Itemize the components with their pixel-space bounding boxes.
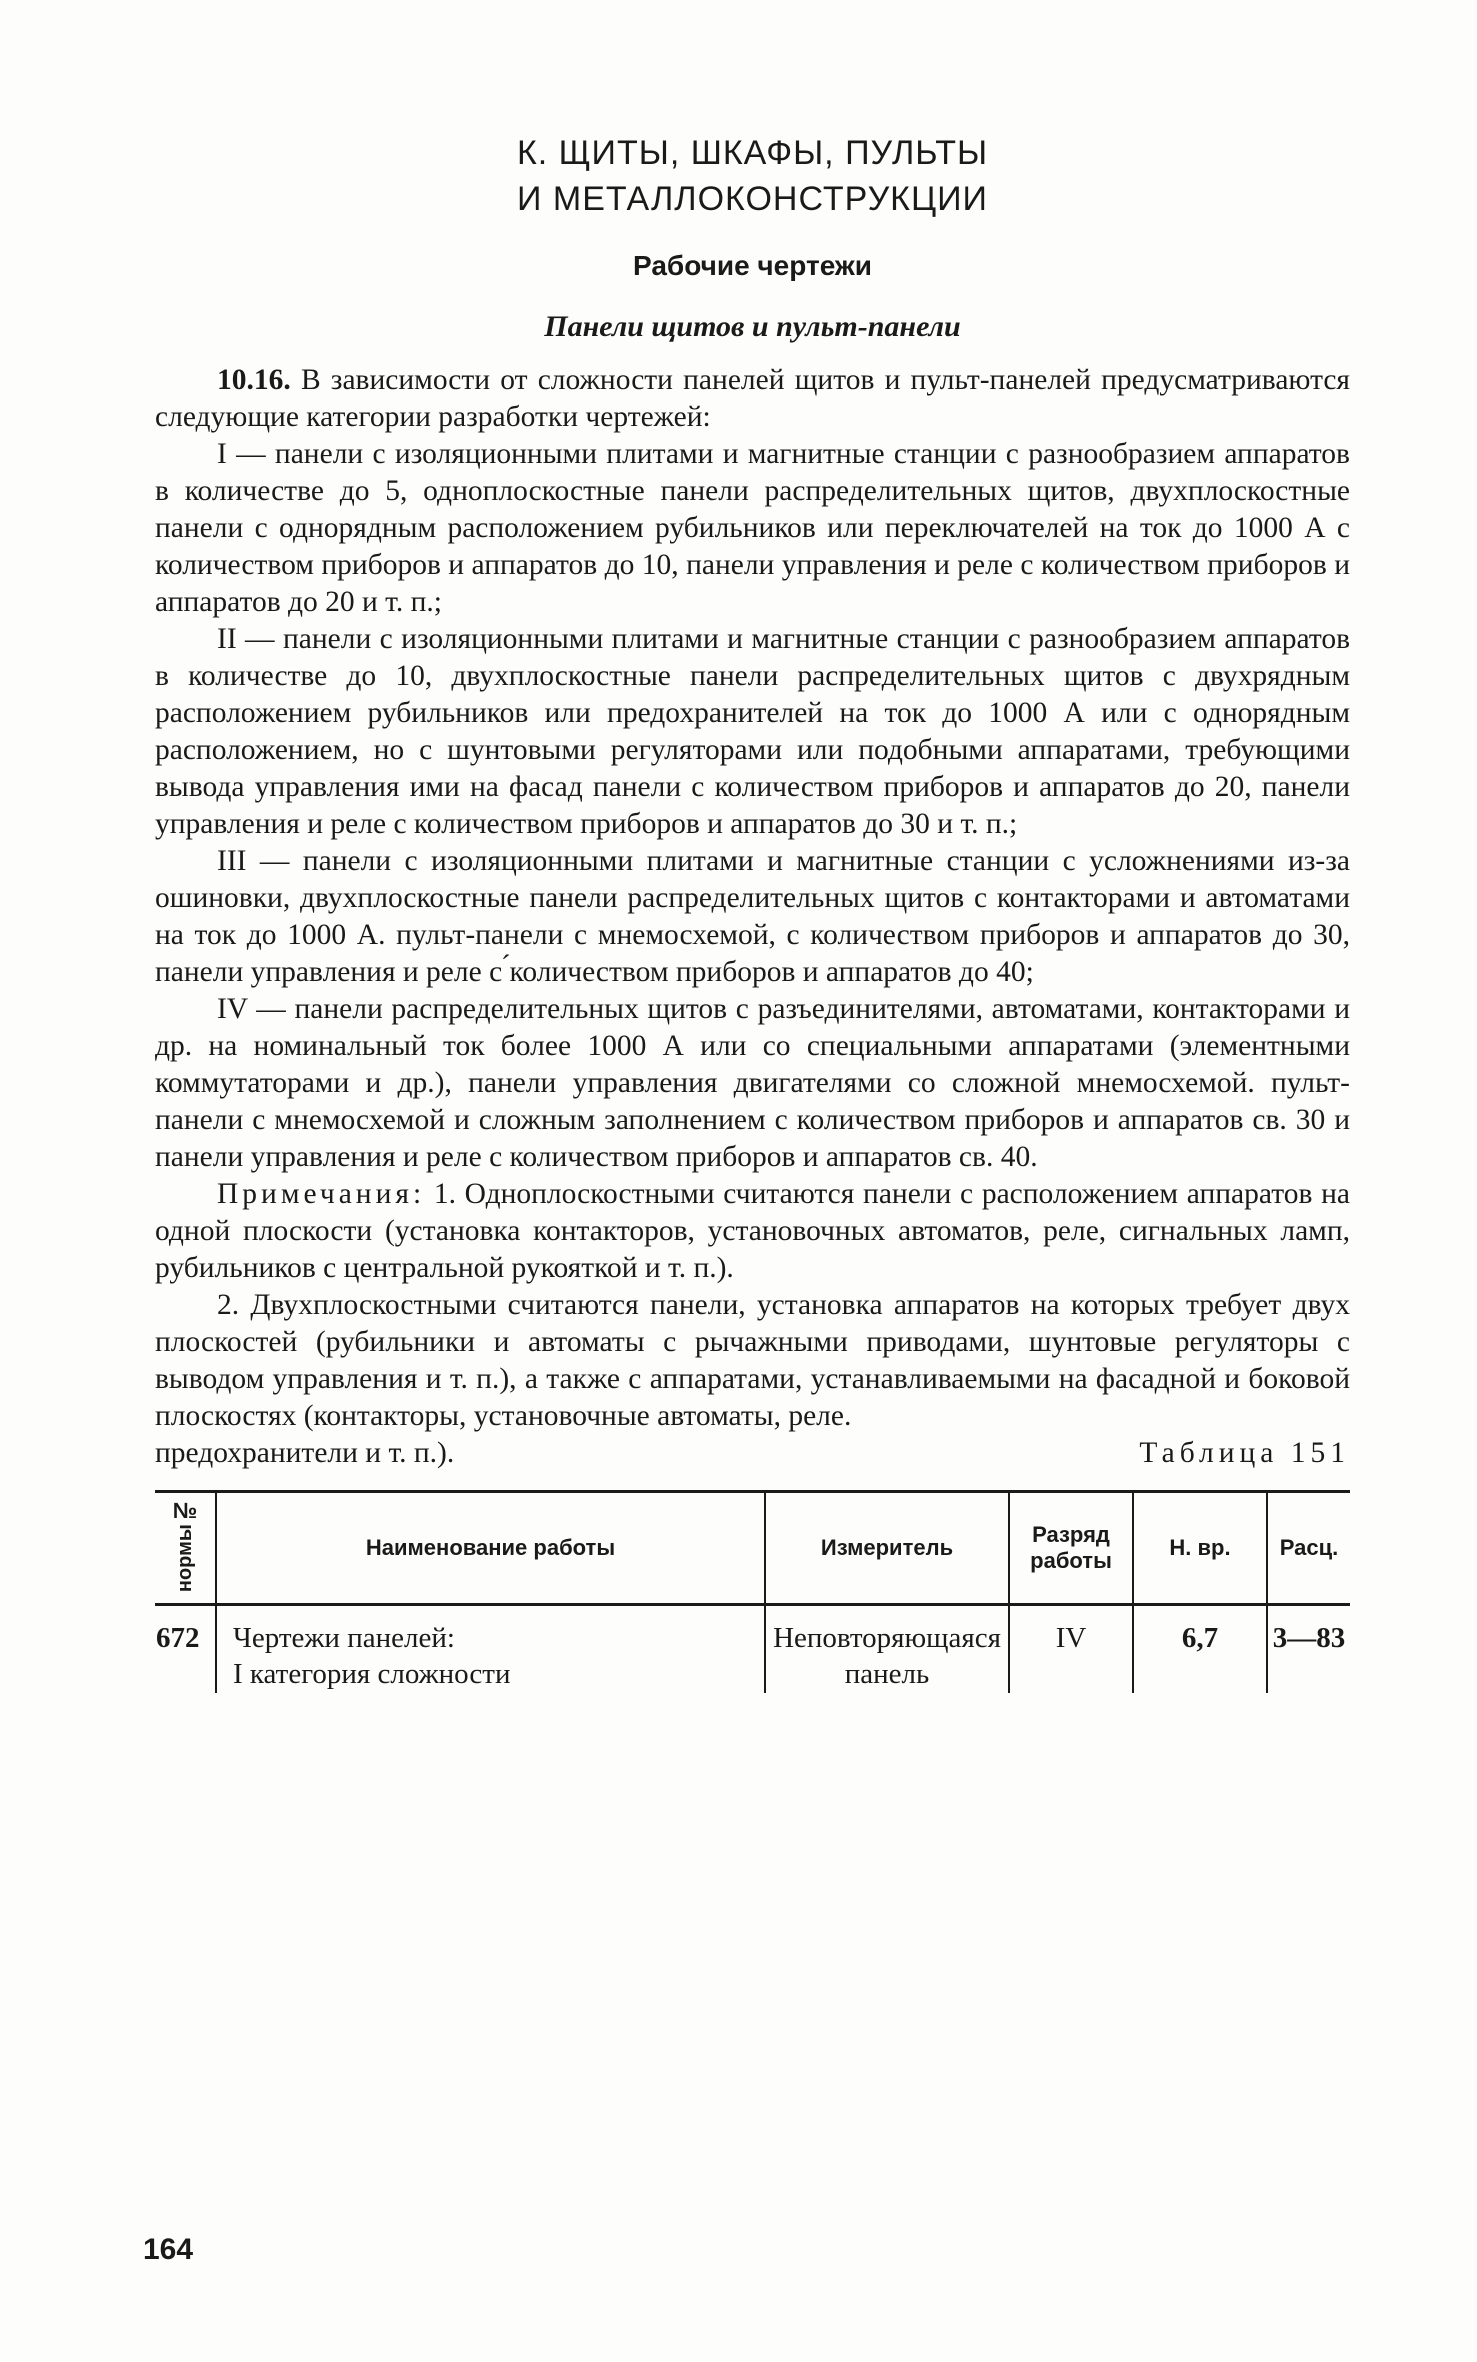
header-grade: Разряд работы <box>1009 1492 1133 1605</box>
cell-unit: Неповторяющаяся панель <box>765 1605 1009 1694</box>
category-1: I — панели с изоляционными плитами и магнитные станции с разнообразием аппаратов в количестве до 5, одноплоскостные панели распределительных щитов, двухплоскостные панели с однорядным расположением рубильников или переключателей на ток до 1000 А с количеством приборов и аппаратов до 10, панели управления и реле с количеством приборов и аппаратов до 20 и т. п.; <box>155 438 1350 618</box>
header-hours: Н. вр. <box>1133 1492 1267 1605</box>
category-2: II — панели с изоляционными плитами и магнитные станции с разнообразием аппаратов в количестве до 10, двухплоскостные панели распределительных щитов с двухрядным расположением рубильников или предохранителей на ток до 1000 А или с однорядным расположением, но с шунтовыми регуляторами или подобными аппаратами, требующими вывода управления ими на фасад панели с количеством приборов и аппаратов до 20, панели управления и реле с количеством приборов и аппаратов до 30 и т. п.; <box>155 623 1350 840</box>
cell-grade: IV <box>1009 1605 1133 1694</box>
notes-label: Примечания: <box>217 1178 426 1210</box>
table-caption-line <box>155 1435 1350 1472</box>
norm-number-label: нормы <box>173 1523 196 1593</box>
header-norm-number <box>155 1492 216 1605</box>
category-4: IV — панели распределительных щитов с разъединителями, автоматами, контакторами и др. на номинальный ток более 1000 А или со специальными аппаратами (элементными коммутаторами и др.), панели управления двигателями со сложной мнемосхемой. пульт-панели с мнемосхемой и сложным заполнением с количеством приборов и аппаратов св. 30 и панели управления и реле с количеством приборов и аппаратов св. 40. <box>155 993 1350 1173</box>
paragraph-number: 10.16. <box>217 364 291 396</box>
section-title <box>155 130 1350 222</box>
subsection-title: Панели щитов и пульт-панели <box>544 310 961 343</box>
norms-table <box>155 1490 1350 1693</box>
cell-work-name-line2: I категория сложности <box>233 1658 511 1690</box>
cell-work-name <box>216 1605 765 1694</box>
table-row <box>155 1605 1350 1694</box>
section-title-line2: И МЕТАЛЛОКОНСТРУКЦИИ <box>517 180 988 218</box>
norm-number-symbol: № <box>172 1497 198 1523</box>
cell-hours: 6,7 <box>1133 1605 1267 1694</box>
category-3: III — панели с изоляционными плитами и магнитные станции с усложнениями из-за ошиновки, двухплоскостные панели распределительных щитов с контакторами и автоматами на ток до 1000 А. пульт-панели с мнемосхемой, с количеством приборов и аппаратов до 30, панели управления и реле с ́количеством приборов и аппаратов до 40; <box>155 845 1350 988</box>
header-unit: Измеритель <box>765 1492 1009 1605</box>
note-2: 2. Двухплоскостными считаются панели, установка аппаратов на которых требует двух плоскостей (рубильники и автоматы с рычажными приводами, шунтовые регуляторы с выводом управления и т. п.), а также с аппаратами, устанавливаемыми на фасадной и боковой плоскостях (контакторы, установочные автоматы, реле. <box>155 1289 1350 1432</box>
cell-norm-number: 672 <box>156 1622 200 1654</box>
header-rate: Расц. <box>1267 1492 1350 1605</box>
cell-work-name-line1: Чертежи панелей: <box>233 1622 455 1654</box>
note-2-tail: предохранители и т. п.). <box>155 1437 455 1469</box>
paragraph-intro <box>155 362 1350 436</box>
paragraph-intro-text: В зависимости от сложности панелей щитов и пульт-панелей предусматриваются следующие категории разработки чертежей: <box>155 364 1350 433</box>
subtitle: Рабочие чертежи <box>633 250 872 281</box>
table-header-row <box>155 1492 1350 1605</box>
note-1 <box>155 1176 1350 1287</box>
page-number: 164 <box>143 2233 194 2266</box>
note-1-text: 1. Одноплоскостными считаются панели с расположением аппаратов на одной плоскости (установка контакторов, установочных автоматов, реле, сигнальных ламп, рубильников с центральной рукояткой и т. п.). <box>155 1178 1350 1284</box>
header-work-name: Наименование работы <box>216 1492 765 1605</box>
table-caption: Таблица 151 <box>1139 1437 1350 1469</box>
section-title-line1: К. ЩИТЫ, ШКАФЫ, ПУЛЬТЫ <box>516 134 989 172</box>
cell-rate: 3—83 <box>1267 1605 1350 1694</box>
document-page <box>155 130 1350 1693</box>
